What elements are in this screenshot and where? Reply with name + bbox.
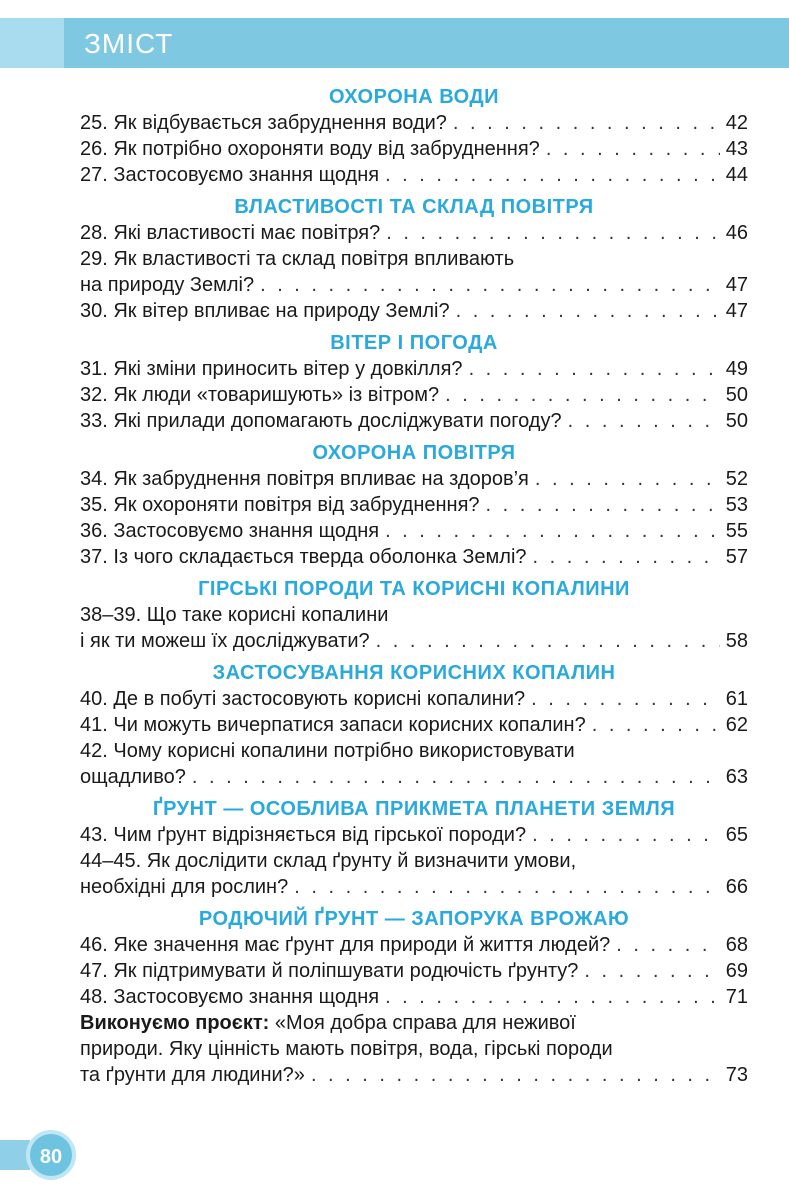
toc-page-number: 49 [725, 358, 748, 380]
toc-entry[interactable] [80, 492, 748, 518]
toc-page-number: 69 [725, 960, 748, 982]
toc-entry[interactable] [80, 712, 748, 738]
toc-entry-line: 29. Як властивості та склад повітря впливають [80, 248, 515, 270]
toc-page-number: 50 [725, 410, 748, 432]
toc-page-number: 52 [725, 468, 748, 490]
toc-entry-text: 35. Як охороняти повітря від забруднення? [80, 494, 480, 516]
page-number-badge [26, 1130, 76, 1180]
leader-dots [531, 686, 720, 712]
toc-page-number: 57 [725, 546, 748, 568]
leader-dots [469, 356, 720, 382]
toc-entry-text: 36. Застосовуємо знання щодня [80, 520, 380, 542]
toc-entry-text: 33. Які прилади допомагають досліджувати погоду? [80, 410, 562, 432]
toc-page-number: 55 [725, 520, 748, 542]
toc-entry[interactable] [80, 356, 748, 382]
leader-dots [260, 272, 720, 298]
leader-dots [294, 874, 720, 900]
toc-page-number: 68 [725, 934, 748, 956]
section-title-wind-weather: ВІТЕР І ПОГОДА [330, 332, 498, 354]
toc-entry-text: і як ти можеш їх досліджувати? [80, 630, 370, 652]
toc-page-number: 61 [725, 688, 748, 710]
toc-entry-text: 47. Як підтримувати й поліпшувати родючість ґрунту? [80, 960, 579, 982]
section-title-water-protection: ОХОРОНА ВОДИ [328, 86, 500, 108]
leader-dots [616, 932, 719, 958]
toc-entry[interactable] [80, 298, 748, 324]
leader-dots [445, 382, 720, 408]
leader-dots [192, 764, 720, 790]
section-title-air-protection: ОХОРОНА ПОВІТРЯ [312, 442, 516, 464]
toc-page-number: 42 [725, 112, 748, 134]
leader-dots [311, 1062, 720, 1088]
toc-entry[interactable] [80, 136, 748, 162]
project-label: Виконуємо проєкт: [80, 1012, 270, 1034]
toc-entry[interactable] [80, 764, 748, 790]
leader-dots [486, 492, 720, 518]
toc-entry-text: 40. Де в побуті застосовують корисні копалини? [80, 688, 526, 710]
toc-entry[interactable] [80, 544, 748, 570]
leader-dots [376, 628, 720, 654]
toc-page-number: 47 [725, 274, 748, 296]
section-title-soil-feature: ҐРУНТ — ОСОБЛИВА ПРИКМЕТА ПЛАНЕТИ ЗЕМЛЯ [152, 798, 676, 820]
page-number: 80 [39, 1146, 63, 1168]
toc-entry[interactable] [80, 382, 748, 408]
toc-entry-text: 27. Застосовуємо знання щодня [80, 164, 380, 186]
toc-entry-line: 42. Чому корисні копалини потрібно використовувати [80, 740, 575, 762]
section-title-rocks-minerals: ГІРСЬКІ ПОРОДИ ТА КОРИСНІ КОПАЛИНИ [198, 578, 630, 600]
toc-page-number: 44 [725, 164, 748, 186]
toc-entry[interactable] [80, 822, 748, 848]
leader-dots [385, 162, 720, 188]
toc-entry[interactable] [80, 874, 748, 900]
toc-entry-text: 37. Із чого складається тверда оболонка Землі? [80, 546, 527, 568]
toc-page-number: 43 [725, 138, 748, 160]
toc-entry[interactable] [80, 162, 748, 188]
toc-entry[interactable] [80, 518, 748, 544]
leader-dots [386, 220, 720, 246]
toc-entry[interactable] [80, 466, 748, 492]
toc-entry[interactable] [80, 686, 748, 712]
table-of-contents [80, 84, 748, 1088]
toc-entry[interactable] [80, 932, 748, 958]
leader-dots [456, 298, 720, 324]
toc-entry-text: та ґрунти для людини?» [80, 1064, 305, 1086]
section-title-air-properties: ВЛАСТИВОСТІ ТА СКЛАД ПОВІТРЯ [234, 196, 594, 218]
toc-entry-text: необхідні для рослин? [80, 876, 289, 898]
leader-dots [535, 466, 720, 492]
toc-entry-line: 44–45. Як дослідити склад ґрунту й визначити умови, [80, 850, 577, 872]
leader-dots [533, 544, 720, 570]
toc-entry[interactable] [80, 220, 748, 246]
leader-dots [453, 110, 720, 136]
toc-entry-text: 41. Чи можуть вичерпатися запаси корисних копалин? [80, 714, 586, 736]
toc-page-number: 53 [725, 494, 748, 516]
toc-entry-text: 48. Застосовуємо знання щодня [80, 986, 380, 1008]
toc-entry[interactable] [80, 984, 748, 1010]
project-title-start: «Моя добра справа для неживої [269, 1012, 576, 1034]
toc-page-number: 71 [725, 986, 748, 1008]
leader-dots [568, 408, 720, 434]
toc-page-number: 47 [725, 300, 748, 322]
toc-entry-text: 28. Які властивості має повітря? [80, 222, 381, 244]
section-title-fertile-soil: РОДЮЧИЙ ҐРУНТ — ЗАПОРУКА ВРОЖАЮ [198, 908, 630, 930]
toc-entry[interactable] [80, 110, 748, 136]
header-accent [0, 18, 64, 68]
project-line: природи. Яку цінність мають повітря, вода, гірські породи [80, 1038, 613, 1060]
toc-entry-text: 25. Як відбувається забруднення води? [80, 112, 447, 134]
toc-entry-text: 26. Як потрібно охороняти воду від забруднення? [80, 138, 540, 160]
toc-page-number: 66 [725, 876, 748, 898]
toc-entry[interactable] [80, 958, 748, 984]
section-title-minerals-use: ЗАСТОСУВАННЯ КОРИСНИХ КОПАЛИН [212, 662, 616, 684]
leader-dots [532, 822, 720, 848]
leader-dots [592, 712, 720, 738]
page-title: ЗМІСТ [84, 28, 174, 59]
toc-page-number: 58 [725, 630, 748, 652]
toc-entry[interactable] [80, 272, 748, 298]
toc-entry-text: 30. Як вітер впливає на природу Землі? [80, 300, 450, 322]
toc-entry-text: 46. Яке значення має ґрунт для природи й життя людей? [80, 934, 611, 956]
toc-entry-text: на природу Землі? [80, 274, 255, 296]
toc-entry[interactable] [80, 1062, 748, 1088]
toc-entry-text: 31. Які зміни приносить вітер у довкілля? [80, 358, 463, 380]
toc-page-number: 46 [725, 222, 748, 244]
toc-page-number: 50 [725, 384, 748, 406]
toc-page-number: 62 [725, 714, 748, 736]
toc-page-number: 73 [725, 1064, 748, 1086]
project-line [80, 1010, 748, 1036]
toc-entry-text: 32. Як люди «товаришують» із вітром? [80, 384, 440, 406]
toc-entry-line: 38–39. Що таке корисні копалини [80, 604, 389, 626]
toc-entry[interactable] [80, 408, 748, 434]
toc-entry-text: 43. Чим ґрунт відрізняється від гірської породи? [80, 824, 527, 846]
toc-entry-text: ощадливо? [80, 766, 186, 788]
toc-entry-text: 34. Як забруднення повітря впливає на здоров’я [80, 468, 529, 490]
toc-entry[interactable] [80, 628, 748, 654]
leader-dots [385, 518, 720, 544]
toc-page-number: 65 [725, 824, 748, 846]
leader-dots [385, 984, 720, 1010]
leader-dots [584, 958, 719, 984]
leader-dots [546, 136, 720, 162]
toc-page-number: 63 [725, 766, 748, 788]
